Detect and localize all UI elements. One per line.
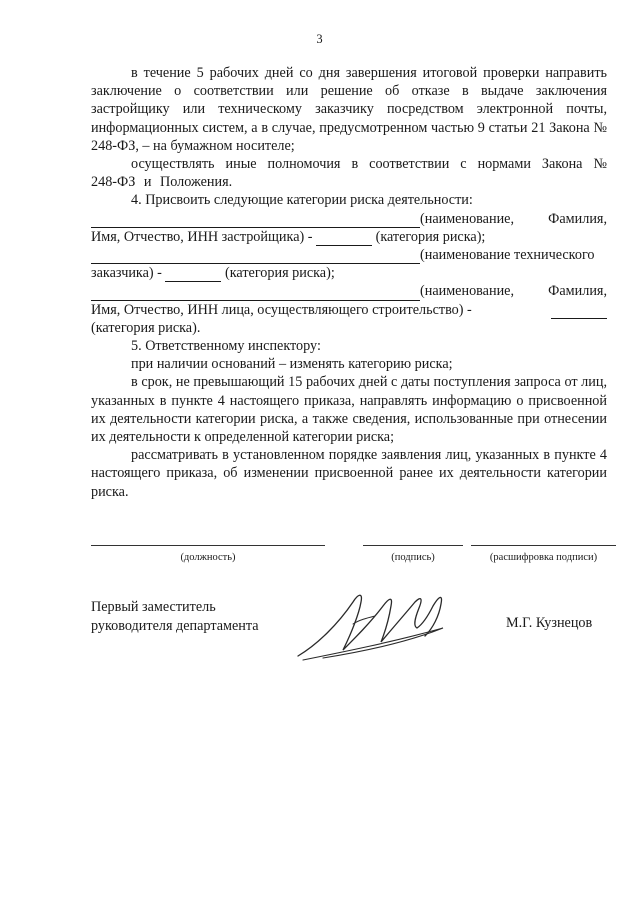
paragraph-applications: рассматривать в установленном порядке заявления лиц, указанных в пункте 4 настоящего приказа, об изменении присвоенной ранее их деятельности категории риска. (91, 447, 607, 500)
caption-signature: (подпись) (391, 552, 435, 563)
label-developer-inn: Имя, Отчество, ИНН застройщика) - (91, 228, 313, 245)
blank-developer-risk (316, 231, 372, 246)
signer-title-line1: Первый заместитель (91, 599, 216, 615)
blank-builder-risk (551, 304, 607, 319)
blank-customer-risk (165, 267, 221, 282)
decoding-line (471, 545, 616, 546)
label-builder-risk-category: (категория риска). (91, 319, 201, 336)
paragraph-other-powers: осуществлять иные полномочия в соответствии с нормами Закона № 248-ФЗ и Положения. (91, 156, 607, 191)
paragraph-information-deadline: в срок, не превышающий 15 рабочих дней с даты поступления запроса от лиц, указанных в пункте 4 настоящего приказа, направлять информацию о присвоенной их деятельности категории риска, а также сведения, использованные при отнесении их деятельности к определенной категории риска; (91, 374, 607, 446)
caption-decoding: (расшифровка подписи) (489, 552, 598, 563)
risk-line-developer-2 (91, 228, 607, 246)
label-familiya: Фамилия, (548, 283, 607, 300)
signer-title-line2: руководителя департамента (91, 618, 259, 634)
risk-line-customer-2 (91, 264, 607, 282)
risk-line-customer-1 (91, 246, 607, 264)
risk-line-builder-1 (91, 282, 607, 300)
risk-line-builder-2 (91, 301, 607, 319)
blank-customer-name (91, 249, 420, 264)
label-builder-inn: Имя, Отчество, ИНН лица, осуществляющего строительство) - (91, 301, 472, 318)
label-technical-customer: (наименование технического (420, 247, 595, 264)
label-familiya: Фамилия, (548, 210, 607, 227)
paragraph-assign-risk: 4. Присвоить следующие категории риска деятельности: (131, 192, 473, 209)
document-body (91, 64, 607, 501)
page-number: 3 (316, 32, 323, 46)
label-risk-category: (категория риска); (225, 265, 335, 282)
handwritten-signature (293, 584, 473, 664)
label-risk-category: (категория риска); (375, 228, 486, 245)
position-line (91, 545, 325, 546)
paragraph-deadline: в течение 5 рабочих дней со дня завершения итоговой проверки направить заключение о соответствии или решение об отказе в выдаче заключения застройщику или техническому заказчику посредством электронной почты, информационных систем, а в случае, предусмотренном частью 9 статьи 21 Закона № 248-ФЗ, – на бумажном носителе; (91, 65, 607, 154)
signer-name: М.Г. Кузнецов (506, 615, 593, 631)
label-customer: заказчика) - (91, 265, 162, 282)
signature-lines (91, 545, 616, 575)
paragraph-change-risk: при наличии оснований – изменять категорию риска; (131, 356, 453, 373)
label-naimenovanie: (наименование, (420, 210, 515, 227)
signature-line (363, 545, 463, 546)
risk-line-developer-1 (91, 210, 607, 228)
caption-position: (должность) (180, 552, 236, 563)
blank-builder-name (91, 286, 420, 301)
paragraph-inspector: 5. Ответственному инспектору: (131, 338, 321, 355)
label-naimenovanie: (наименование, (420, 283, 515, 300)
blank-developer-name (91, 213, 420, 228)
signer-title (91, 598, 259, 636)
